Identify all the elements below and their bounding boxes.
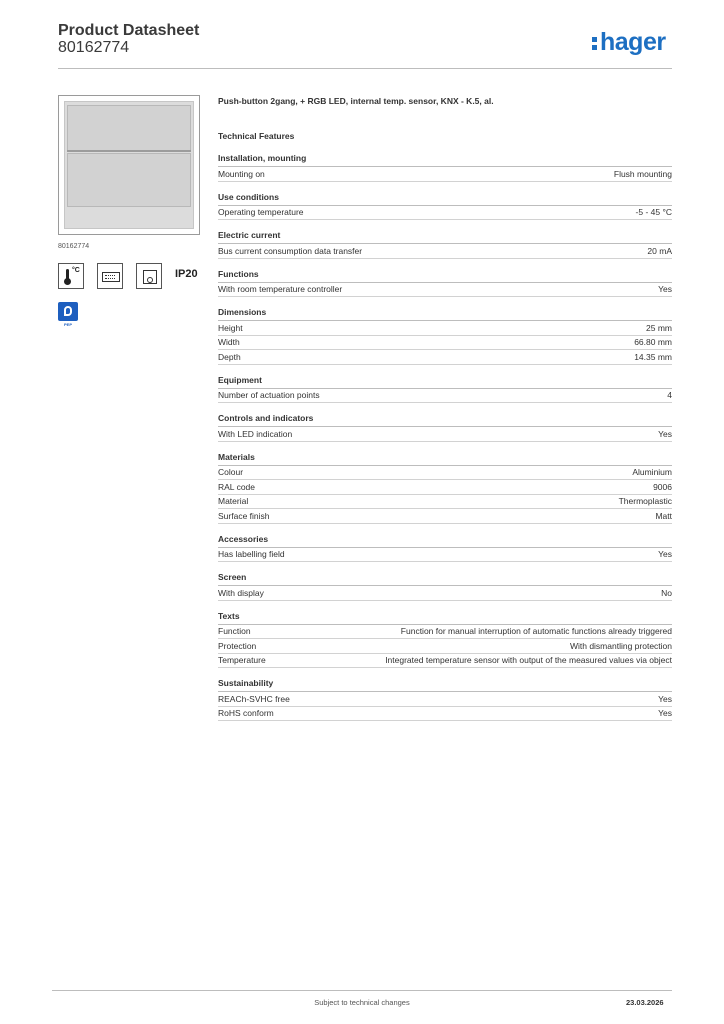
spec-section [218,307,672,365]
section-heading: Sustainability [218,678,672,692]
header-divider [58,68,672,69]
spec-value: Yes [658,549,672,559]
spec-row [218,707,672,722]
hager-logo[interactable] [592,28,666,57]
ip-rating-icon: IP20 [175,268,198,280]
celsius-label: °C [72,267,80,274]
product-number: 80162774 [58,39,130,56]
spec-row [218,167,672,182]
footer-divider [52,990,672,991]
spec-row [218,654,672,669]
spec-value: Integrated temperature sensor with output of the measured values via object [385,655,672,665]
epd-icon[interactable] [58,302,78,328]
spec-sections [218,153,672,731]
section-heading: Installation, mounting [218,153,672,167]
spec-key: RoHS conform [218,708,274,718]
section-heading: Accessories [218,534,672,548]
technical-features-heading: Technical Features [218,131,295,141]
epd-label: PEP [63,322,72,327]
section-heading: Texts [218,611,672,625]
section-heading: Functions [218,269,672,283]
spec-value: Yes [658,708,672,718]
section-heading: Screen [218,572,672,586]
footer-date: 23.03.2026 [626,998,664,1007]
spec-key: Width [218,337,240,347]
spec-row [218,639,672,654]
spec-key: REACh-SVHC free [218,693,290,704]
spec-section [218,375,672,404]
spec-key: Number of actuation points [218,390,320,400]
page-title: Product Datasheet [58,22,200,39]
spec-section [218,534,672,563]
spec-key: Height [218,322,243,333]
sensor-icon [136,263,162,289]
section-heading: Electric current [218,230,672,244]
spec-value: Yes [658,428,672,439]
spec-row [218,244,672,259]
spec-section [218,153,672,182]
spec-value: Yes [658,284,672,294]
spec-key: With room temperature controller [218,284,343,294]
spec-row [218,466,672,481]
spec-key: Operating temperature [218,207,304,217]
section-heading: Use conditions [218,192,672,206]
section-heading: Materials [218,452,672,466]
spec-key: Material [218,496,249,506]
section-heading: Equipment [218,375,672,389]
spec-key: Colour [218,467,244,477]
section-heading: Controls and indicators [218,413,672,427]
spec-value: 9006 [653,481,672,492]
image-caption: 80162774 [58,243,90,250]
spec-key: With display [218,587,264,598]
spec-row [218,283,672,298]
spec-value: Aluminium [632,467,672,477]
spec-row [218,586,672,601]
spec-value: Function for manual interruption of automatic functions already triggered [400,626,672,636]
spec-key: Bus current consumption data transfer [218,245,363,256]
spec-section [218,678,672,721]
rocker-top [67,105,191,151]
spec-value: 25 mm [646,322,672,333]
spec-key: Temperature [218,655,266,665]
device-icon [97,263,123,289]
spec-row [218,336,672,351]
spec-row [218,509,672,524]
spec-value: Matt [655,510,672,521]
spec-row [218,350,672,365]
spec-section [218,192,672,221]
spec-row [218,625,672,640]
spec-key: Depth [218,351,241,362]
spec-key: Has labelling field [218,549,285,559]
spec-value: With dismantling protection [569,640,672,651]
spec-key: RAL code [218,481,256,492]
spec-value: No [661,587,672,598]
footer-note: Subject to technical changes [314,998,410,1007]
rocker-bottom [67,153,191,207]
spec-key: Protection [218,640,257,651]
spec-value: Flush mounting [613,168,672,179]
spec-row [218,427,672,442]
product-image [58,95,200,235]
spec-value: Thermoplastic [618,496,672,506]
spec-section [218,572,672,601]
spec-key: Function [218,626,251,636]
logo-text: hager [600,28,666,56]
spec-section [218,611,672,669]
spec-key: Mounting on [218,168,265,179]
spec-section [218,452,672,524]
spec-row [218,480,672,495]
spec-row [218,692,672,707]
spec-value: 66.80 mm [634,337,672,347]
spec-row [218,321,672,336]
spec-key: With LED indication [218,428,293,439]
spec-key: Surface finish [218,510,270,521]
spec-section [218,230,672,259]
spec-row [218,389,672,404]
spec-value: Yes [658,693,672,704]
spec-value: 20 mA [647,245,672,256]
thermometer-celsius-icon [58,263,84,289]
spec-section [218,413,672,442]
logo-mark-icon [592,32,598,52]
spec-row [218,548,672,563]
spec-value: -5 - 45 °C [635,207,672,217]
spec-row [218,495,672,510]
spec-value: 14.35 mm [634,351,672,362]
spec-value: 4 [667,390,672,400]
product-description: Push-button 2gang, + RGB LED, internal temp. sensor, KNX - K.5, al. [218,96,494,106]
spec-section [218,269,672,298]
spec-row [218,206,672,221]
section-heading: Dimensions [218,307,672,321]
